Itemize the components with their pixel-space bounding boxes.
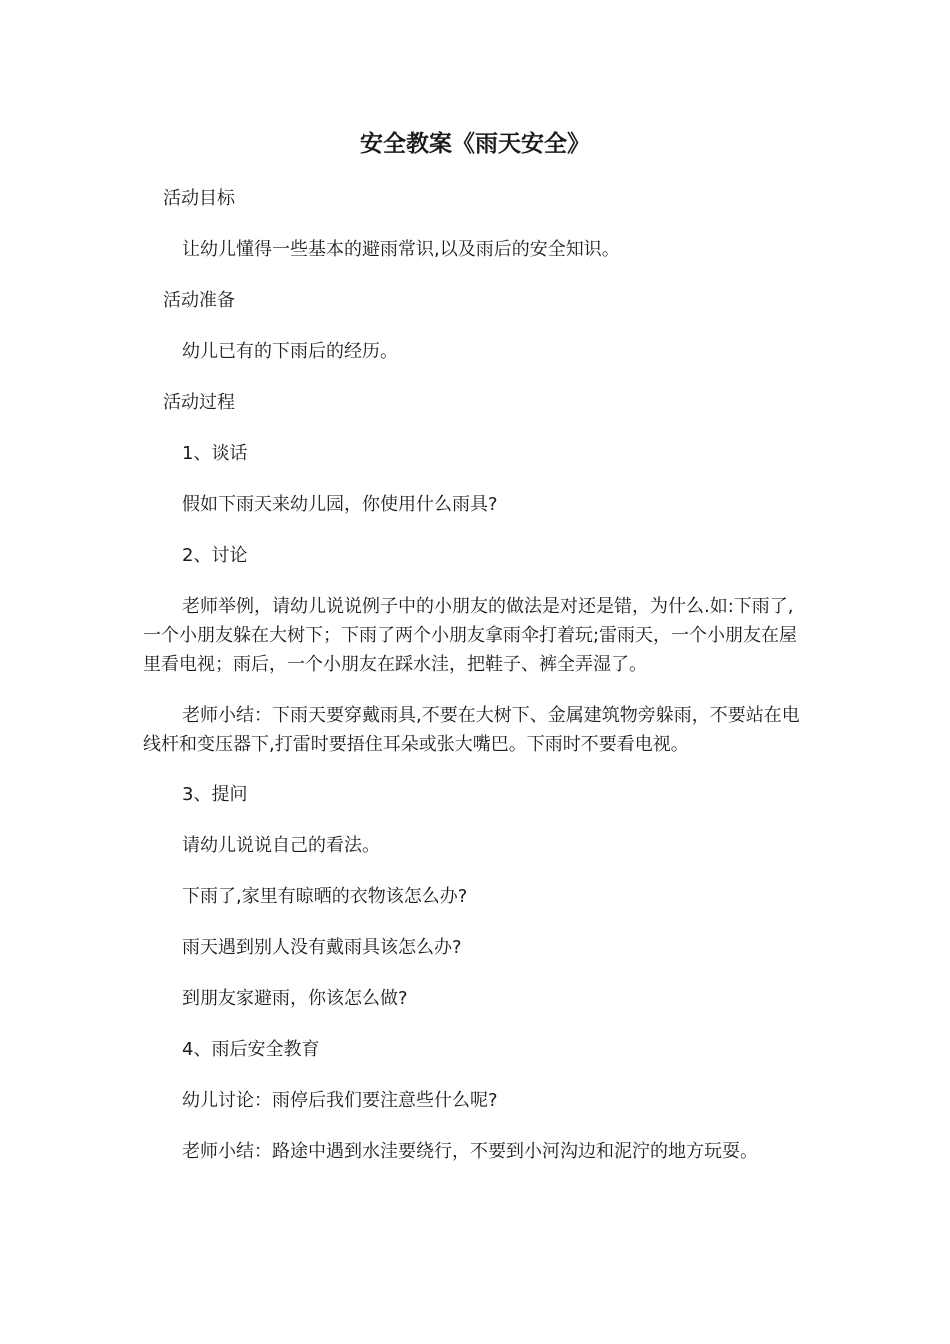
step4-discussion: 幼儿讨论：雨停后我们要注意些什么呢? <box>182 1090 498 1111</box>
prep-text: 幼儿已有的下雨后的经历。 <box>182 341 398 362</box>
document-title: 安全教案《雨天安全》 <box>360 131 590 157</box>
step1-heading: 1、谈话 <box>182 443 248 464</box>
goal-heading: 活动目标 <box>163 188 235 209</box>
step2-text: 老师举例，请幼儿说说例子中的小朋友的做法是对还是错，为什么.如:下雨了,一个小朋友躲在大树下；下雨了两个小朋友拿雨伞打着玩;雷雨天，一个小朋友在屋里看电视；雨后，一个小朋友在踩水洼，把鞋子、裤全弄湿了。 <box>143 596 798 675</box>
step3-intro: 请幼儿说说自己的看法。 <box>182 835 380 856</box>
step4-heading: 4、雨后安全教育 <box>182 1039 320 1060</box>
step2-heading: 2、讨论 <box>182 545 248 566</box>
prep-heading: 活动准备 <box>163 290 235 311</box>
step2-summary: 老师小结：下雨天要穿戴雨具,不要在大树下、金属建筑物旁躲雨，不要站在电线杆和变压器下,打雷时要捂住耳朵或张大嘴巴。下雨时不要看电视。 <box>143 705 800 755</box>
step3-question-3: 到朋友家避雨，你该怎么做? <box>182 988 408 1009</box>
step3-heading: 3、提问 <box>182 784 248 805</box>
step1-text: 假如下雨天来幼儿园，你使用什么雨具? <box>182 494 498 515</box>
step3-question-2: 雨天遇到别人没有戴雨具该怎么办? <box>182 937 462 958</box>
goal-text: 让幼儿懂得一些基本的避雨常识,以及雨后的安全知识。 <box>182 239 620 260</box>
step4-summary: 老师小结：路途中遇到水洼要绕行，不要到小河沟边和泥泞的地方玩耍。 <box>182 1141 758 1162</box>
step3-question-1: 下雨了,家里有晾晒的衣物该怎么办? <box>182 886 468 907</box>
process-heading: 活动过程 <box>163 392 235 413</box>
